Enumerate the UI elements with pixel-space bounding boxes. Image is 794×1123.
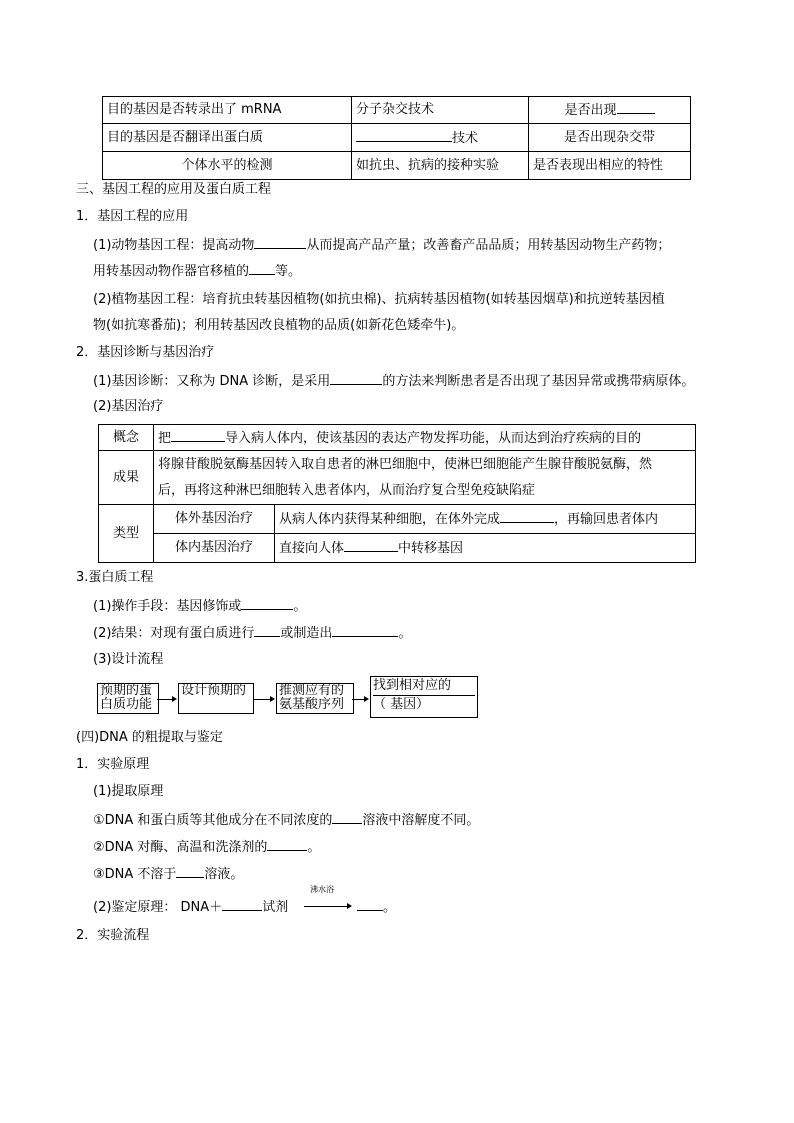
subsection-heading: 2．基因诊断与基因治疗 bbox=[76, 345, 215, 360]
table-cell: 个体水平的检测 bbox=[103, 152, 352, 180]
answer-blank bbox=[254, 623, 280, 637]
detection-table bbox=[102, 96, 691, 180]
subsection-heading: 3.蛋白质工程 bbox=[76, 570, 154, 585]
paragraph: (2)基因治疗 bbox=[93, 399, 164, 414]
section-heading: (四)DNA 的粗提取与鉴定 bbox=[76, 730, 223, 745]
paragraph: (1)提取原理 bbox=[93, 784, 164, 799]
answer-blank bbox=[249, 261, 275, 275]
paragraph: ①DNA 和蛋白质等其他成分在不同浓度的 溶液中溶解度不同。 bbox=[93, 810, 479, 830]
flow-box-gene bbox=[370, 676, 478, 718]
flow-text: 预期的蛋 bbox=[100, 683, 153, 698]
paragraph: (3)设计流程 bbox=[93, 652, 164, 667]
section-heading: 三、基因工程的应用及蛋白质工程 bbox=[76, 182, 272, 197]
table-cell: 是否出现 bbox=[529, 97, 691, 124]
table-cell: 如抗虫、抗病的接种实验 bbox=[352, 152, 529, 180]
answer-blank bbox=[500, 509, 554, 523]
flow-box-amino-acid bbox=[276, 683, 354, 714]
subsection-heading: 1．实验原理 bbox=[76, 757, 150, 772]
flow-arrow bbox=[253, 699, 271, 700]
answer-blank bbox=[176, 864, 204, 878]
table-cell: 类型 bbox=[99, 505, 154, 563]
flow-text: 推测应有的 bbox=[279, 683, 345, 698]
flow-box-design bbox=[178, 683, 254, 714]
table-cell: 直接向人体 中转移基因 bbox=[275, 534, 696, 563]
flow-text: 找到相对应的 bbox=[373, 678, 452, 693]
table-cell: 是否出现杂交带 bbox=[529, 124, 691, 152]
answer-blank bbox=[332, 623, 398, 637]
reaction-arrow bbox=[304, 906, 348, 907]
answer-blank bbox=[332, 810, 362, 824]
table-cell: 目的基因是否翻译出蛋白质 bbox=[103, 124, 352, 152]
paragraph: ③DNA 不溶于 溶液。 bbox=[93, 864, 243, 884]
table-cell: 目的基因是否转录出了 mRNA bbox=[103, 97, 352, 124]
table-cell: 分子杂交技术 bbox=[352, 97, 529, 124]
flow-text: 氨基酸序列 bbox=[279, 697, 345, 712]
answer-blank bbox=[171, 428, 225, 442]
paragraph: (1)基因诊断：又称为 DNA 诊断，是采用 的方法来判断患者是否出现了基因异常或携带病原体。 bbox=[93, 371, 694, 391]
identification-principle: (2)鉴定原理： DNA＋ 试剂 bbox=[93, 897, 288, 917]
table-cell: 体内基因治疗 bbox=[154, 534, 275, 563]
boiling-water-bath-label: 沸水浴 bbox=[310, 885, 334, 894]
answer-blank bbox=[267, 837, 307, 851]
answer-blank bbox=[241, 596, 293, 610]
table-cell: 技术 bbox=[352, 124, 529, 152]
gene-therapy-table bbox=[98, 424, 696, 563]
paragraph: (1)操作手段：基因修饰或 。 bbox=[93, 596, 306, 616]
answer-blank bbox=[356, 128, 452, 142]
answer-blank bbox=[222, 897, 262, 911]
subsection-heading: 2．实验流程 bbox=[76, 928, 150, 943]
flow-text: 设计预期的 bbox=[181, 683, 247, 698]
paragraph: 用转基因动物作器官移植的 等。 bbox=[93, 261, 301, 281]
flow-arrow bbox=[157, 699, 173, 700]
answer-blank bbox=[617, 100, 655, 114]
paragraph: (2)植物基因工程：培育抗虫转基因植物(如抗虫棉)、抗病转基因植物(如转基因烟草)和抗逆转基因植 bbox=[93, 292, 665, 307]
paragraph: (2)结果：对现有蛋白质进行 或制造出 。 bbox=[93, 623, 411, 643]
answer-blank bbox=[357, 897, 383, 911]
table-cell: 从病人体内获得某种细胞，在体外完成 ，再输回患者体内 bbox=[275, 505, 696, 534]
answer-blank bbox=[330, 371, 382, 385]
flow-text: （ 基因） bbox=[373, 695, 475, 714]
flow-box-function bbox=[97, 683, 159, 714]
table-cell bbox=[154, 451, 696, 505]
subsection-heading: 1．基因工程的应用 bbox=[76, 209, 189, 224]
paragraph: ②DNA 对酶、高温和洗涤剂的 。 bbox=[93, 837, 320, 857]
paragraph: 物(如抗寒番茄)；利用转基因改良植物的品质(如新花色矮牵牛)。 bbox=[93, 318, 465, 333]
table-cell: 是否表现出相应的特性 bbox=[529, 152, 691, 180]
table-cell: 体外基因治疗 bbox=[154, 505, 275, 534]
flow-text: 白质功能 bbox=[100, 697, 153, 712]
result-line: 后，再将这种淋巴细胞转入患者体内，从而治疗复合型免疫缺陷症 bbox=[158, 482, 536, 498]
paragraph: (1)动物基因工程：提高动物 从而提高产品产量；改善畜产品品质；用转基因动物生产药物； bbox=[93, 235, 670, 255]
result-line: 将腺苷酸脱氨酶基因转入取自患者的淋巴细胞中，使淋巴细胞能产生腺苷酸脱氨酶，然 bbox=[158, 456, 653, 472]
identification-result: 。 bbox=[357, 897, 396, 917]
table-cell: 成果 bbox=[99, 451, 154, 505]
arrow-head-icon bbox=[364, 696, 369, 702]
arrow-head-icon bbox=[172, 696, 177, 702]
arrow-head-icon bbox=[270, 696, 275, 702]
answer-blank bbox=[344, 538, 398, 552]
table-cell: 把 导入病人体内，使该基因的表达产物发挥功能，从而达到治疗疾病的目的 bbox=[154, 425, 696, 451]
arrow-head-icon bbox=[347, 903, 352, 909]
table-cell: 概念 bbox=[99, 425, 154, 451]
answer-blank bbox=[254, 235, 306, 249]
